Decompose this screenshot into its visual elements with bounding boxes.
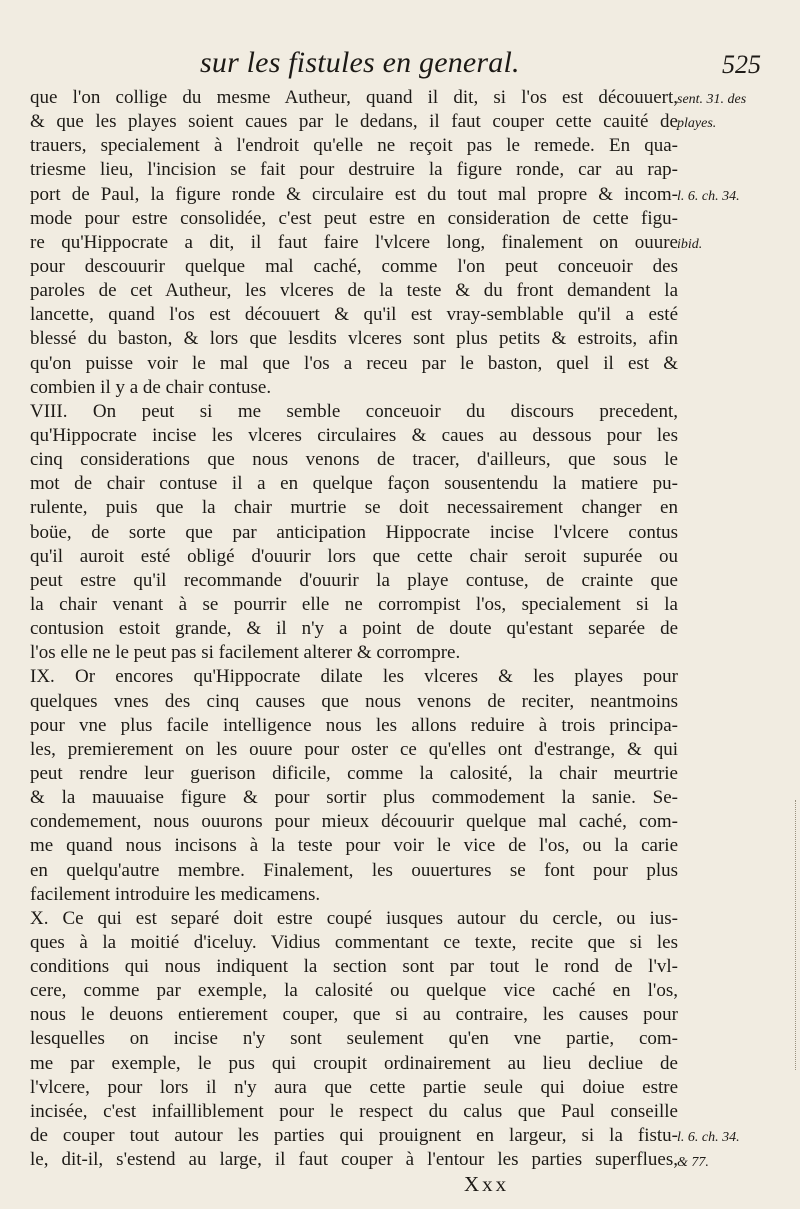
text-line: l'os elle ne le peut pas si facilement alterer & corrompre. [30,642,461,664]
text-line: qu'il auroit esté obligé d'ouurir lors que cette chair seroit supurée ou [30,545,678,567]
text-line: lesquelles on incise n'y sont seulement qu'en vne partie, com- [30,1028,678,1050]
signature-mark: Xxx [464,1172,510,1196]
text-line: me quand nous incisons à la teste pour voir le vice de l'os, ou la carie [30,835,678,857]
body-text [30,86,678,1172]
text-line: blessé du baston, & lors que lesdits vlceres sont plus petits & estroits, afin [30,328,678,350]
text-line: port de Paul, la figure ronde & circulaire est du tout mal propre & incom- [30,183,678,205]
text-line: mode pour estre consolidée, c'est peut estre en consideration de cette figu- [30,207,678,229]
text-line: lancette, quand l'os est découuert & qu'il est vray-semblable qu'il a esté [30,304,678,326]
text-line: de couper tout autour les parties qui prouignent en largeur, si la fistu- [30,1125,678,1147]
text-line: en quelqu'autre membre. Finalement, les ouuertures se font pour plus [30,859,678,881]
text-line: les, premierement on les ouure pour oster ce qu'elles ont d'estrange, & qui [30,738,678,760]
running-head: sur les fistules en general. [200,46,520,79]
text-line: triesme lieu, l'incision se fait pour destruire la figure ronde, car au rap- [30,159,678,181]
text-line: incisée, c'est infailliblement pour le respect du calus que Paul conseille [30,1100,678,1122]
text-line: contusion estoit grande, & il n'y a point de doute qu'estant separée de [30,618,678,640]
text-line: qu'Hippocrate incise les vlceres circulaires & caues au dessous pour les [30,424,678,446]
text-line: facilement introduire les medicamens. [30,883,321,905]
text-line: & la mauuaise figure & pour sortir plus commodement la sanie. Se- [30,787,678,809]
text-line: cinq considerations que nous venons de tracer, d'ailleurs, que sous le [30,449,678,471]
text-line: IX. Or encores qu'Hippocrate dilate les vlceres & les playes pour [30,666,678,688]
margin-note: ibid. [677,236,703,252]
text-line: quelques vnes des cinq causes que nous venons de reciter, neantmoins [30,690,678,712]
text-line: VIII. On peut si me semble conceuoir du discours precedent, [30,400,678,422]
margin-note: playes. [677,116,717,132]
text-line: que l'on collige du mesme Autheur, quand il dit, si l'os est découuert, [30,87,678,108]
text-line: X. Ce qui est separé doit estre coupé iusques autour du cercle, ou ius- [30,907,678,929]
text-line: trauers, specialement à l'endroit qu'elle ne reçoit pas le remede. En qua- [30,135,678,157]
text-line: cere, comme par exemple, la calosité ou quelque vice caché en l'os, [30,980,678,1002]
margin-note: l. 6. ch. 34. [677,1130,740,1146]
text-line: nous le deuons entierement couper, que si au contraire, les causes pour [30,1004,678,1026]
margin-note: sent. 31. des [677,92,747,107]
text-line: me par exemple, le pus qui croupit ordinairement au lieu decliue de [30,1052,678,1074]
text-line: mot de chair contuse il a en quelque façon sousentendu la matiere pu- [30,473,678,495]
text-line: conditions qui nous indiquent la section sont par tout le rond de l'vl- [30,956,678,978]
page-number: 525 [722,50,761,79]
text-line: rulente, puis que la chair murtrie se doit necessairement changer en [30,497,678,519]
text-line: l'vlcere, pour lors il n'y aura que cette partie seule qui doiue estre [30,1076,678,1098]
page-header [0,46,800,86]
margin-note: l. 6. ch. 34. [677,188,740,204]
text-line: peut rendre leur guerison dificile, comme la calosité, la chair meurtrie [30,762,678,784]
text-line: & que les playes soient caues par le dedans, il faut couper cette cauité de [30,111,678,133]
text-line: re qu'Hippocrate a dit, il faut faire l'vlcere long, finalement on ouure [30,231,678,253]
text-line: pour descouurir quelque mal caché, comme l'on peut conceuoir des [30,255,678,277]
text-line: la chair venant à se pourrir elle ne corrompist l'os, specialement si la [30,593,678,615]
margin-note: & 77. [677,1154,709,1170]
text-line: peut estre qu'il recommande d'ouurir la playe contuse, de crainte que [30,569,678,591]
page-edge-marks [795,800,798,1070]
text-line: le, dit-il, s'estend au large, il faut couper à l'entour les parties superflues, [30,1149,678,1171]
text-line: condemement, nous ouurons pour mieux découurir quelque mal caché, com- [30,811,678,833]
text-line: ques à la moitié d'iceluy. Vidius commentant ce texte, recite que si les [30,931,678,953]
text-line: combien il y a de chair contuse. [30,376,272,398]
text-line: boüe, de sorte que par anticipation Hippocrate incise l'vlcere contus [30,521,678,543]
text-line: qu'on puisse voir le mal que l'os a receu par le baston, quel il est & [30,352,678,374]
text-line: pour vne plus facile intelligence nous les allons reduire à trois principa- [30,714,678,736]
text-line: paroles de cet Autheur, les vlceres de la teste & du front demandent la [30,280,678,302]
